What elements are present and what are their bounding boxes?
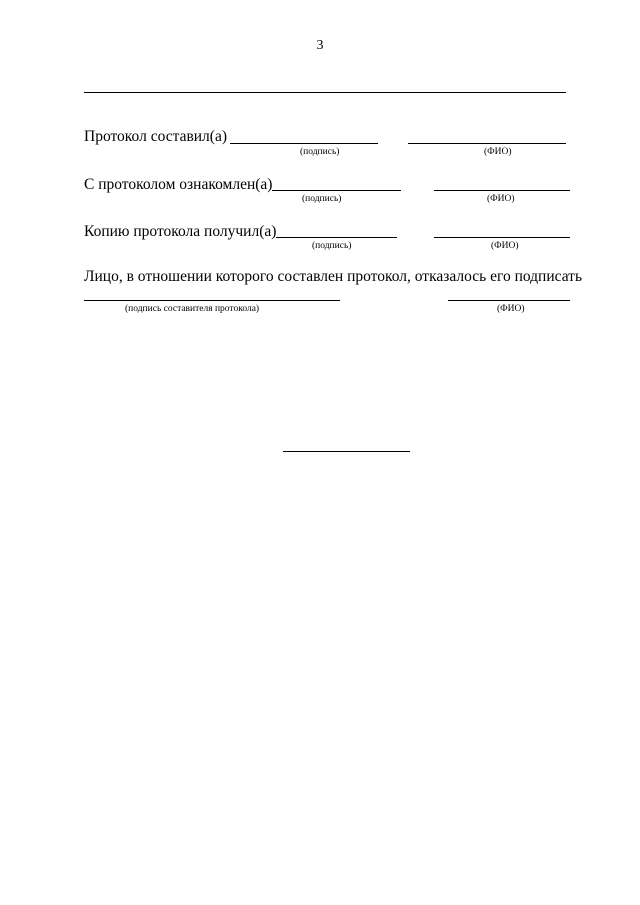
refusal-name-caption: (ФИО) — [497, 304, 525, 314]
top-rule — [84, 92, 566, 93]
compiled-label: Протокол составил(а) — [84, 128, 227, 145]
acquainted-signature-line — [272, 190, 401, 191]
copy-received-signature-line — [276, 237, 397, 238]
refusal-statement: Лицо, в отношении которого составлен протокол, отказалось его подписать — [84, 268, 583, 285]
compiled-name-caption: (ФИО) — [484, 147, 512, 157]
end-rule — [283, 451, 410, 452]
acquainted-name-caption: (ФИО) — [487, 194, 515, 204]
page-number: 3 — [316, 38, 324, 53]
acquainted-label: С протоколом ознакомлен(а) — [84, 176, 273, 193]
refusal-signature-caption: (подпись составителя протокола) — [125, 304, 260, 314]
refusal-name-line — [448, 300, 570, 301]
copy-received-label: Копию протокола получил(а) — [84, 223, 277, 240]
copy-received-name-line — [434, 237, 570, 238]
acquainted-signature-caption: (подпись) — [302, 194, 342, 204]
compiled-name-line — [408, 143, 566, 144]
copy-received-signature-caption: (подпись) — [312, 241, 352, 251]
compiled-signature-caption: (подпись) — [300, 147, 340, 157]
acquainted-name-line — [434, 190, 570, 191]
copy-received-name-caption: (ФИО) — [491, 241, 519, 251]
compiled-signature-line — [230, 143, 378, 144]
refusal-signature-line — [84, 300, 340, 301]
